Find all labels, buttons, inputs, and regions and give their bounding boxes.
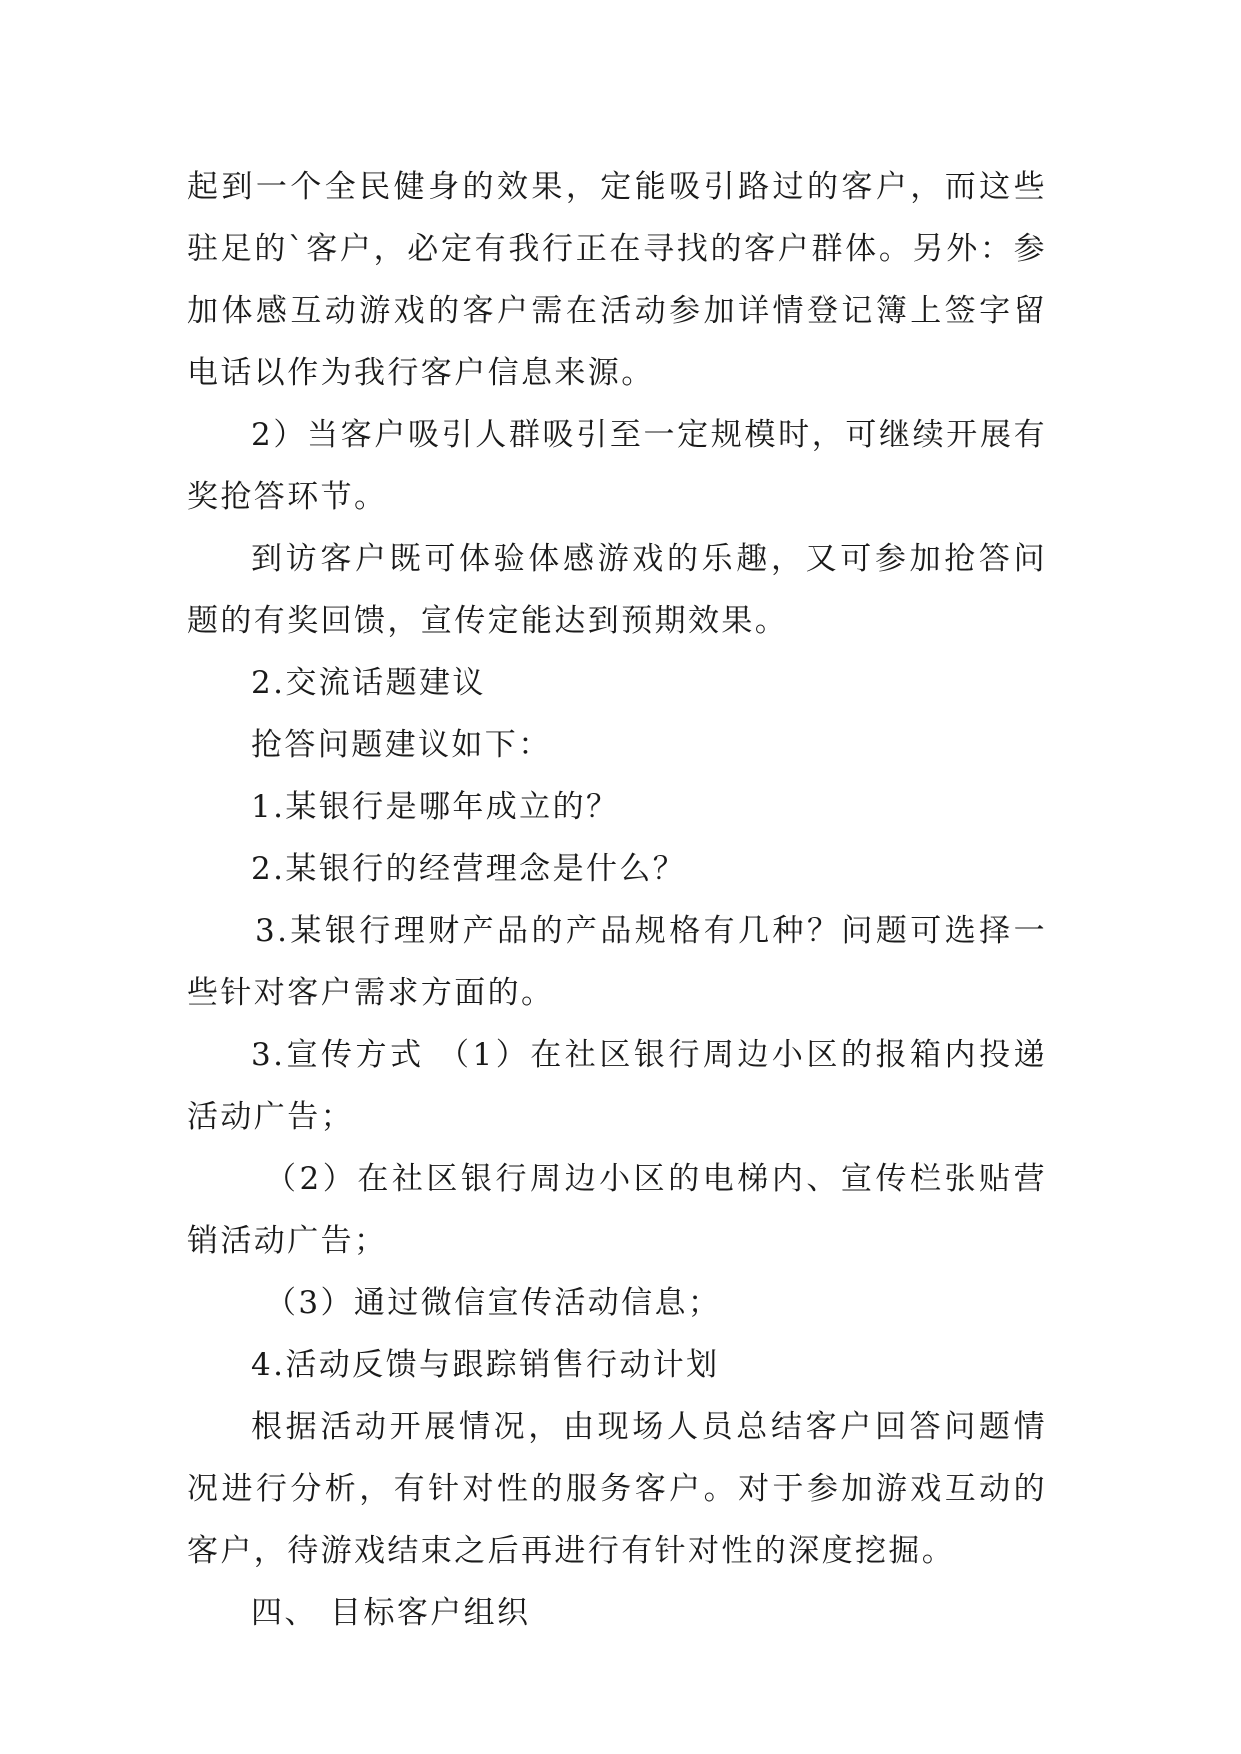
- heading-target-customers: 四、 目标客户组织: [251, 1595, 531, 1631]
- paragraph-promotion-wechat: （3）通过微信宣传活动信息；: [265, 1285, 722, 1321]
- paragraph-feedback-analysis: 根据活动开展情况，由现场人员总结客户回答问题情况进行分析，有针对性的服务客户。对于参加游戏互动的客户，待游戏结束之后再进行有针对性的深度挖掘。: [187, 1409, 1047, 1569]
- heading-feedback-plan: 4.活动反馈与跟踪销售行动计划: [251, 1347, 720, 1383]
- paragraph-quiz-intro: 抢答问题建议如下：: [251, 727, 552, 763]
- paragraph-promotion-elevator: （2）在社区银行周边小区的电梯内、宣传栏张贴营销活动广告；: [187, 1161, 1047, 1259]
- list-item-question-2: 2.某银行的经营理念是什么？: [251, 851, 687, 887]
- list-item-question-3: 3.某银行理财产品的产品规格有几种？问题可选择一些针对客户需求方面的。: [187, 913, 1047, 1011]
- list-item-question-1: 1.某银行是哪年成立的？: [251, 789, 620, 825]
- paragraph-fitness-effect: 起到一个全民健身的效果，定能吸引路过的客户，而这些驻足的`客户，必定有我行正在寻找的客户群体。另外：参加体感互动游戏的客户需在活动参加详情登记簿上签字留电话以作为我行客户信息来源。: [187, 169, 1047, 391]
- paragraph-visitor-experience: 到访客户既可体验体感游戏的乐趣，又可参加抢答问题的有奖回馈，宣传定能达到预期效果。: [187, 541, 1047, 639]
- paragraph-quiz-stage: 2）当客户吸引人群吸引至一定规模时，可继续开展有奖抢答环节。: [187, 417, 1047, 515]
- paragraph-promotion-methods: 3.宣传方式 （1）在社区银行周边小区的报箱内投递活动广告；: [187, 1037, 1047, 1135]
- document-body: [187, 156, 1047, 1644]
- heading-topic-suggestions: 2.交流话题建议: [251, 665, 486, 701]
